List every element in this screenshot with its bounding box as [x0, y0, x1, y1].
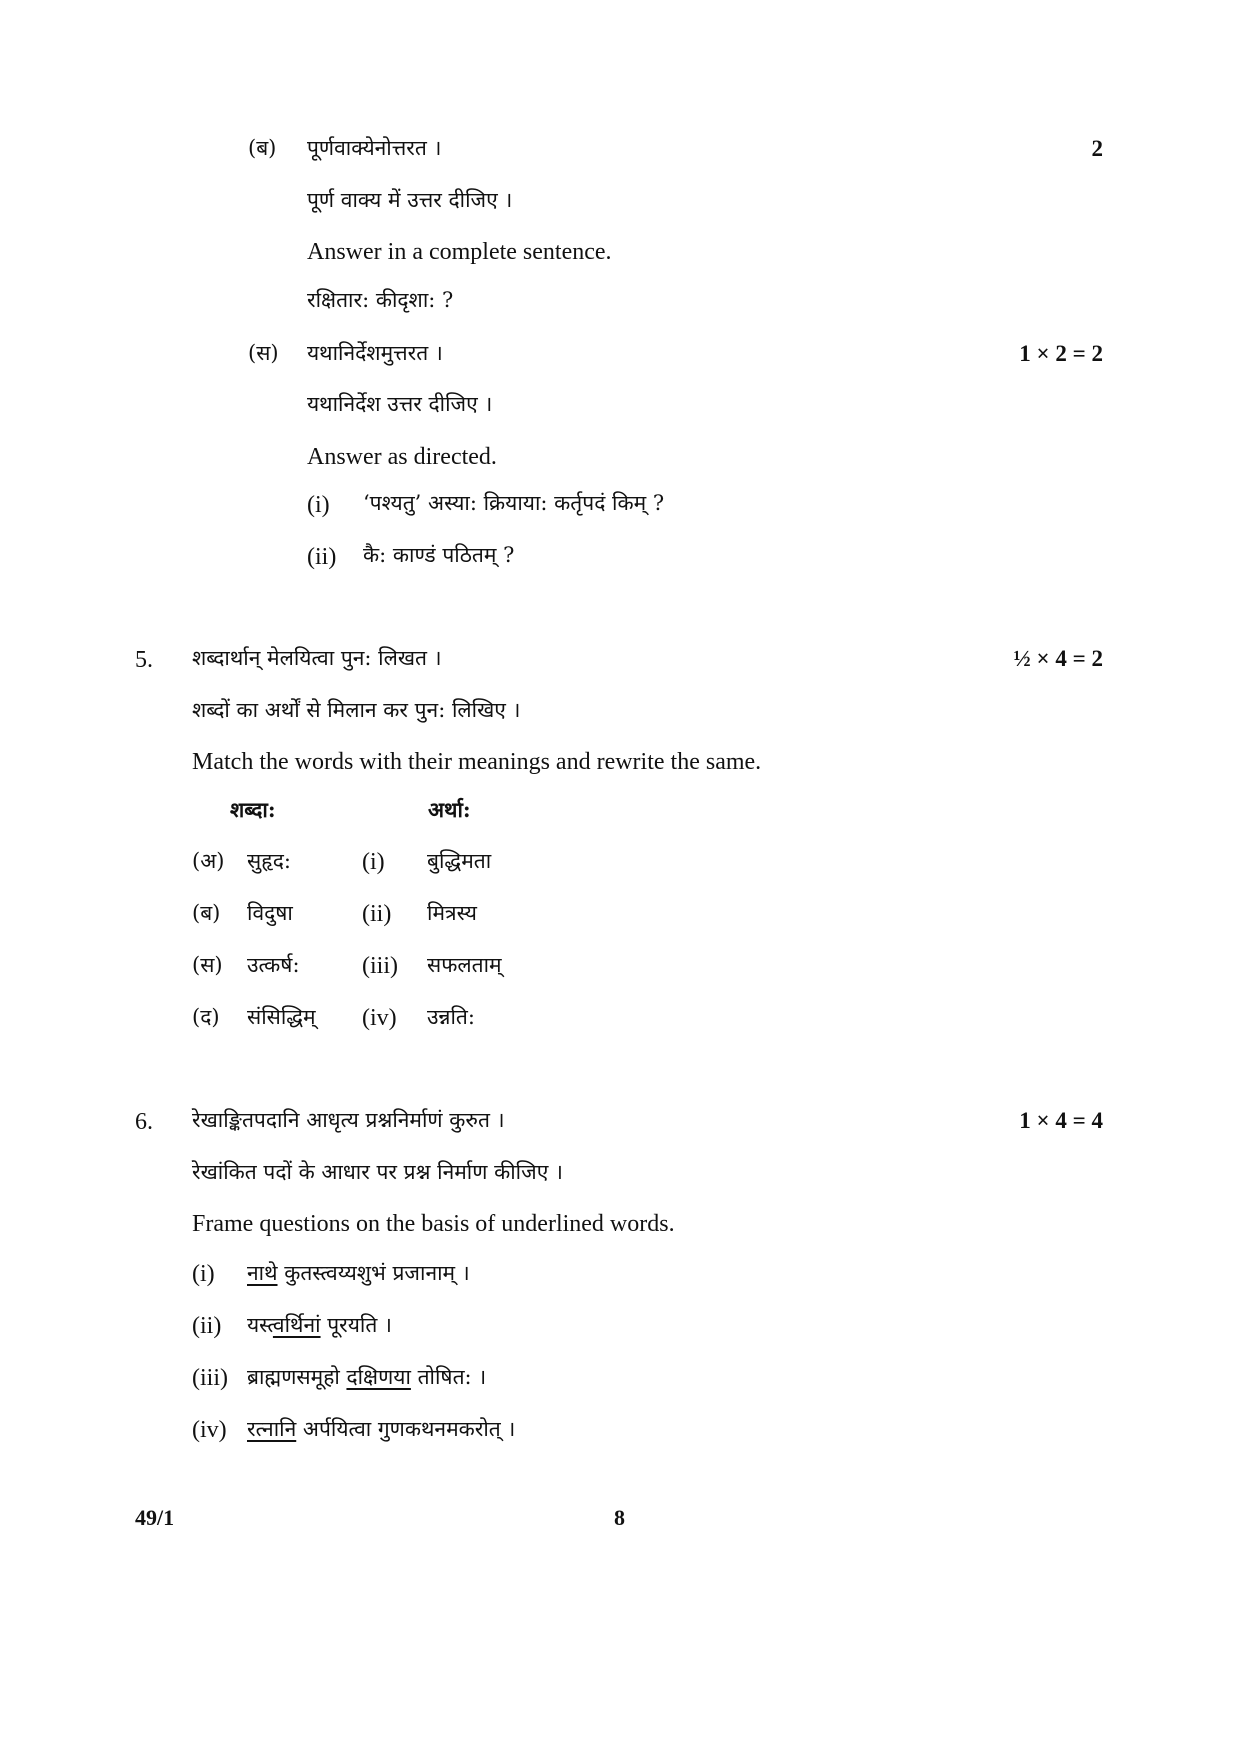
- q6-item-text: तोषित: ।: [410, 1365, 487, 1389]
- q6-item-sentence: [247, 1315, 392, 1336]
- match-row-label: (द): [192, 1005, 220, 1029]
- match-word: सुहृद:: [247, 849, 291, 873]
- match-word: उत्कर्ष:: [247, 953, 300, 977]
- q4c-instruction-sanskrit: यथानिर्देशमुत्तरत ।: [307, 341, 443, 365]
- match-meaning-number: (iii): [362, 953, 398, 979]
- q4c-instruction-hindi: यथानिर्देश उत्तर दीजिए ।: [307, 392, 493, 416]
- q6-item-sentence: [247, 1419, 515, 1440]
- q6-item-text: यस्त्: [247, 1313, 273, 1337]
- q5-column-header-meanings: अर्था:: [428, 797, 471, 822]
- q4b-marks: 2: [1091, 136, 1103, 161]
- q4b-question: रक्षितार: कीदृशा: ?: [307, 288, 454, 312]
- q6-item-number: (iv): [192, 1417, 227, 1443]
- q6-item-text: ब्राह्मणसमूहो: [247, 1365, 347, 1389]
- paper-code: 49/1: [135, 1505, 175, 1530]
- q5-marks: ½ × 4 = 2: [1013, 646, 1103, 671]
- q5-instruction-sanskrit: शब्दार्थान् मेलयित्वा पुन: लिखत ।: [192, 646, 442, 670]
- q4c-item-number: (i): [307, 492, 330, 518]
- q6-item-text: अर्पयित्वा गुणकथनमकरोत् ।: [296, 1417, 516, 1441]
- match-word: संसिद्धिम्: [247, 1005, 316, 1029]
- q4b-instruction-sanskrit: पूर्णवाक्येनोत्तरत ।: [307, 136, 442, 160]
- match-row-label: (अ): [192, 849, 225, 873]
- match-meaning: सफलताम्: [427, 953, 502, 977]
- match-row-label: (स): [192, 953, 223, 977]
- q4c-instruction-english: Answer as directed.: [307, 444, 497, 470]
- q4c-label: (स): [248, 341, 279, 365]
- q5-number: 5.: [135, 647, 153, 673]
- match-word: विदुषा: [247, 901, 293, 925]
- q4c-item-text: ‘पश्यतु’ अस्या: क्रियाया: कर्तृपदं किम् ?: [363, 491, 665, 515]
- q4c-marks: 1 × 2 = 2: [1019, 341, 1103, 366]
- match-meaning-number: (iv): [362, 1005, 397, 1031]
- q6-item-text: पूरयति ।: [320, 1313, 392, 1337]
- q5-instruction-hindi: शब्दों का अर्थों से मिलान कर पुन: लिखिए ।: [192, 698, 521, 722]
- q4b-instruction-english: Answer in a complete sentence.: [307, 239, 612, 265]
- q6-marks: 1 × 4 = 4: [1019, 1108, 1103, 1133]
- q6-instruction-sanskrit: रेखाङ्कितपदानि आधृत्य प्रश्ननिर्माणं कुरुत ।: [192, 1108, 505, 1132]
- q6-item-number: (i): [192, 1261, 215, 1287]
- underlined-word: रत्नानि: [247, 1417, 297, 1441]
- match-row-label: (ब): [192, 901, 221, 925]
- q6-number: 6.: [135, 1109, 153, 1135]
- q4b-instruction-hindi: पूर्ण वाक्य में उत्तर दीजिए ।: [307, 188, 513, 212]
- underlined-word: वर्थिनां: [272, 1313, 321, 1337]
- q6-instruction-english: Frame questions on the basis of underlined words.: [192, 1211, 675, 1237]
- q6-item-text: कुतस्त्वय्यशुभं प्रजानाम् ।: [277, 1261, 470, 1285]
- q4b-label: (ब): [248, 136, 277, 160]
- q6-item-number: (ii): [192, 1313, 222, 1339]
- match-meaning: मित्रस्य: [427, 901, 477, 925]
- q6-instruction-hindi: रेखांकित पदों के आधार पर प्रश्न निर्माण कीजिए ।: [192, 1160, 563, 1184]
- q4c-item-number: (ii): [307, 544, 337, 570]
- underlined-word: दक्षिणया: [346, 1365, 411, 1389]
- q4c-item-text: कै: काण्डं पठितम् ?: [363, 543, 515, 567]
- q6-item-sentence: [247, 1367, 486, 1388]
- q6-item-number: (iii): [192, 1365, 228, 1391]
- match-meaning-number: (ii): [362, 901, 392, 927]
- match-meaning: उन्नति:: [427, 1005, 475, 1029]
- q5-column-header-words: शब्दा:: [230, 797, 276, 822]
- page-number: 8: [614, 1505, 625, 1530]
- underlined-word: नाथे: [247, 1261, 278, 1285]
- match-meaning-number: (i): [362, 849, 385, 875]
- q6-item-sentence: [247, 1263, 470, 1284]
- q5-instruction-english: Match the words with their meanings and rewrite the same.: [192, 749, 762, 775]
- match-meaning: बुद्धिमता: [427, 849, 492, 873]
